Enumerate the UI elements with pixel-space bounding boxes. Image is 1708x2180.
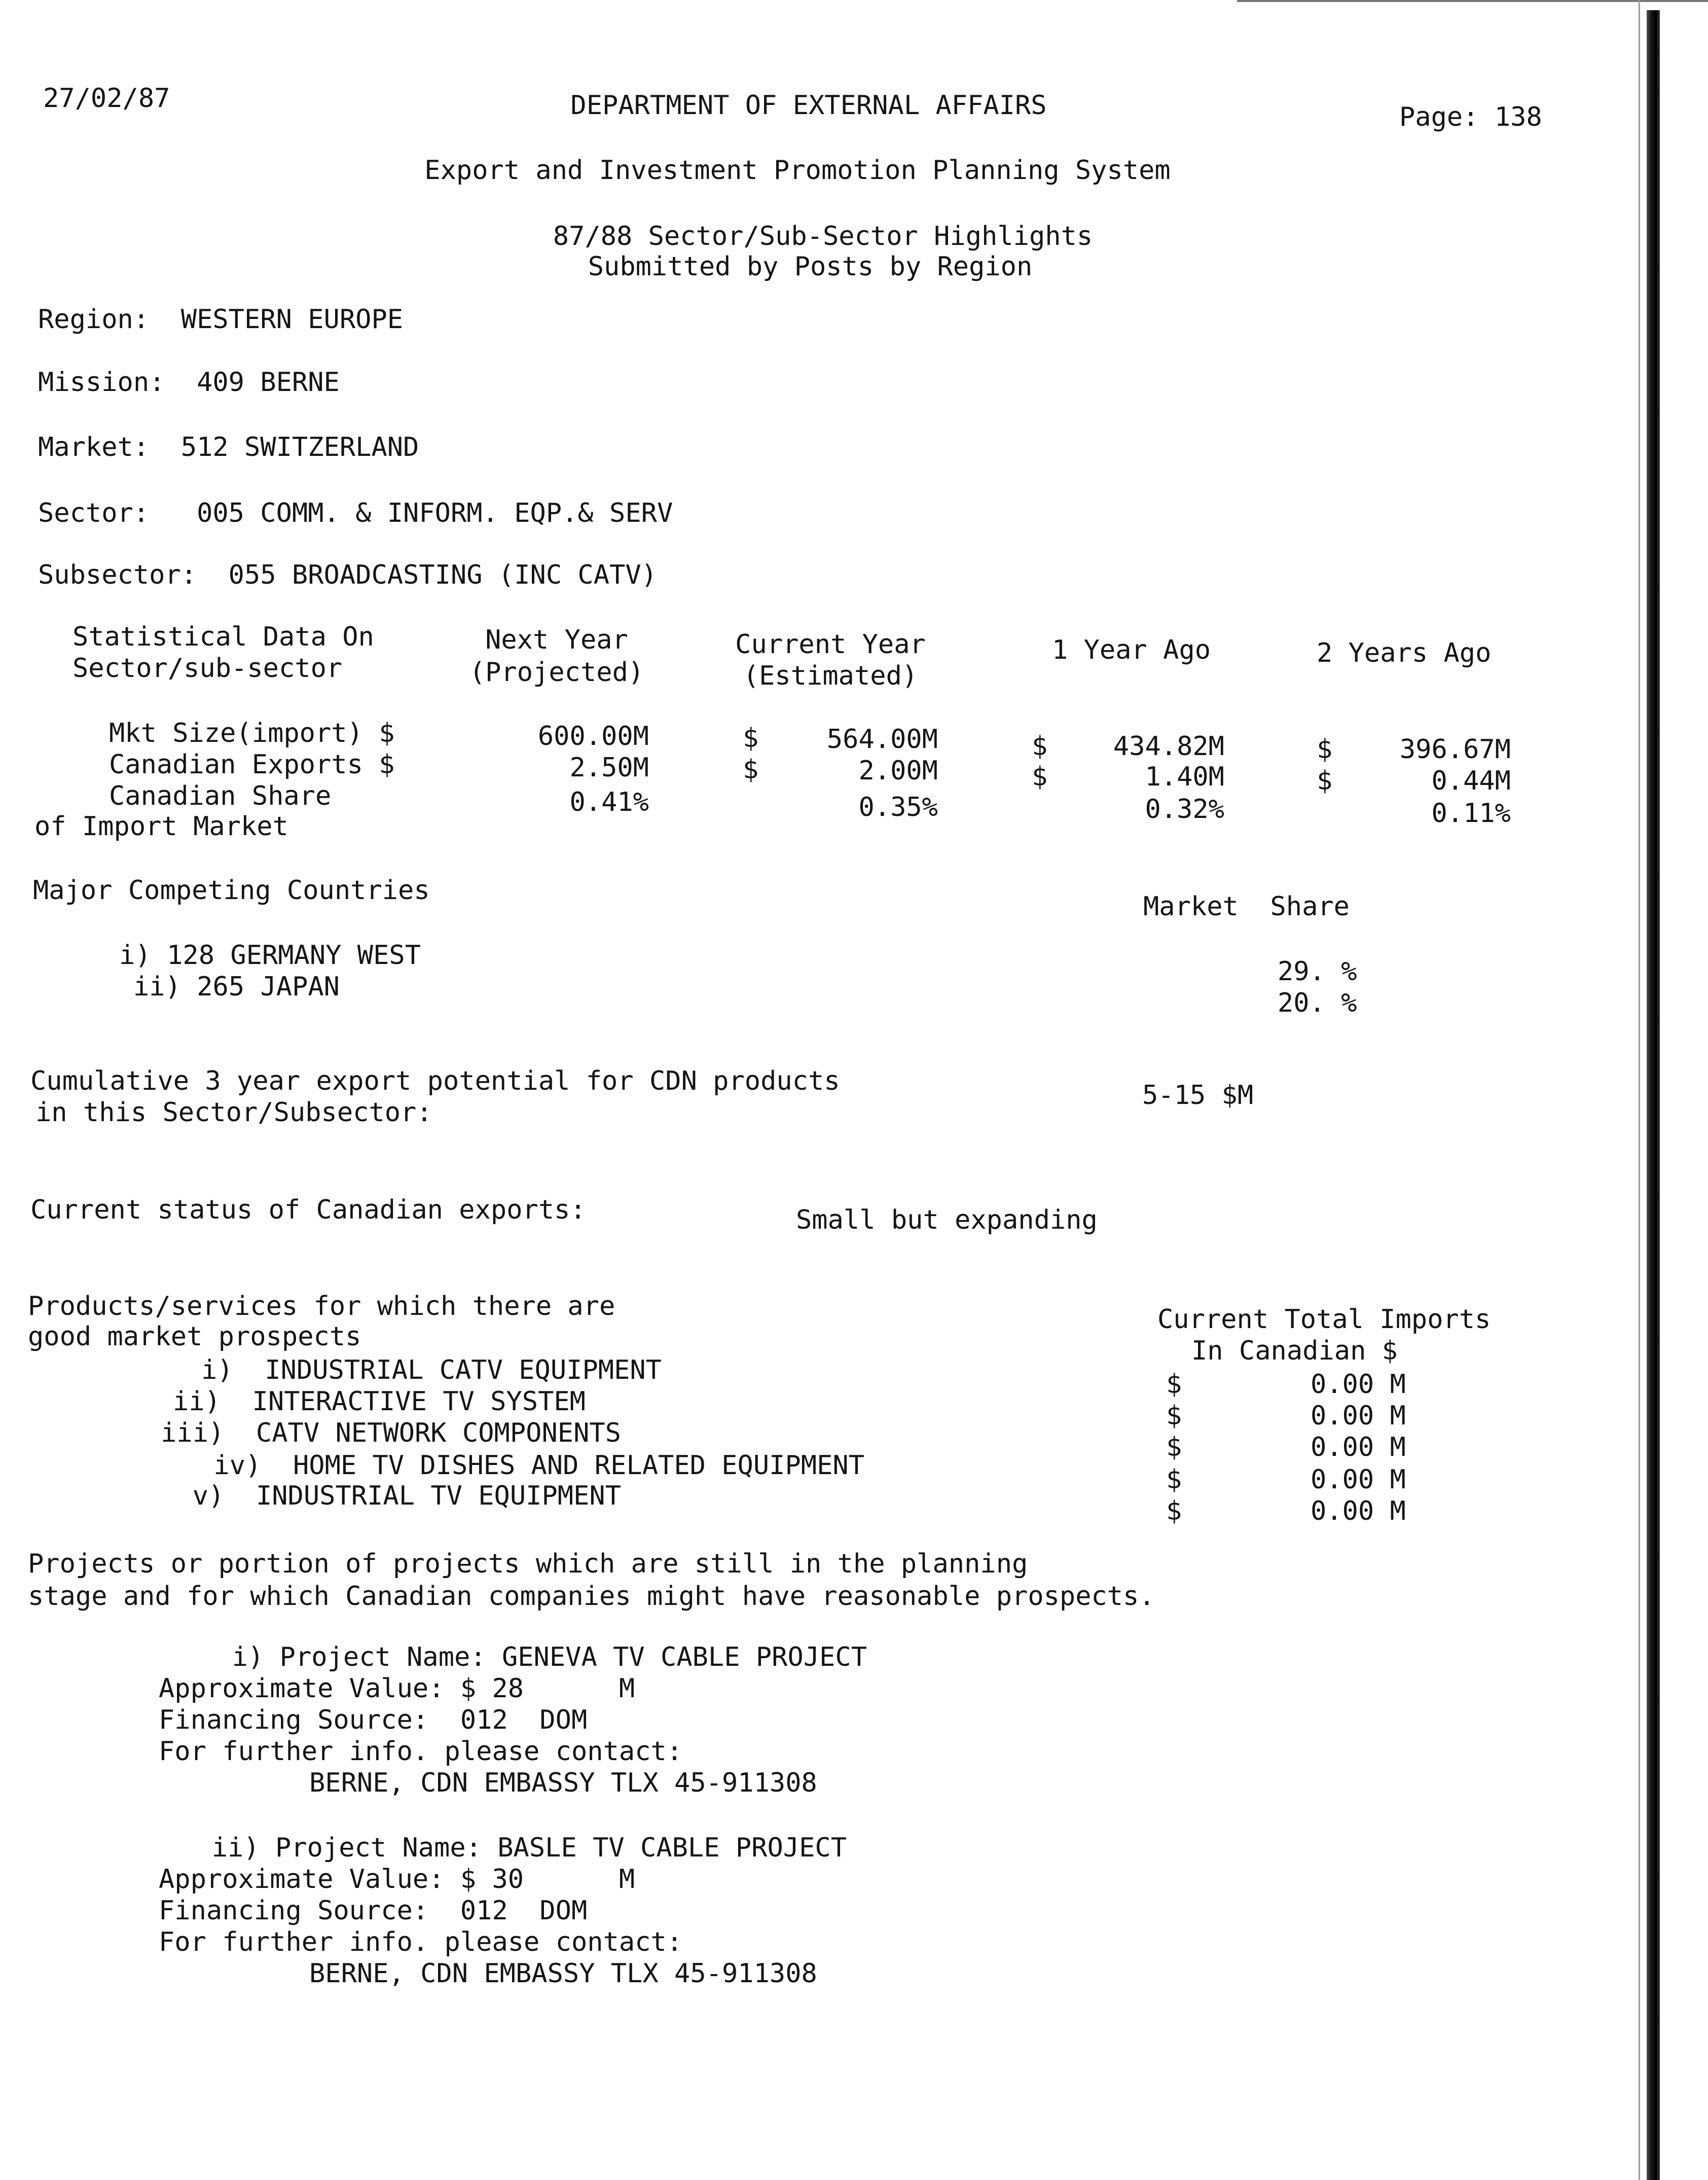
row-canadian-share-label-2: of Import Market	[34, 811, 288, 842]
project-contact: BERNE, CDN EMBASSY TLX 45-911308	[309, 1958, 817, 1989]
mission-line: Mission: 409 BERNE	[38, 367, 340, 398]
share-1-year-ago: 0.32%	[1145, 794, 1224, 825]
currency-sign: $	[1317, 734, 1333, 765]
page-number: Page: 138	[1399, 102, 1542, 132]
market-share-header: Market Share	[1143, 891, 1350, 922]
product-item: ii) INTERACTIVE TV SYSTEM	[173, 1386, 586, 1417]
region-line: Region: WESTERN EUROPE	[38, 304, 404, 335]
exports-2-years-ago: 0.44M	[1431, 766, 1511, 796]
competitor-item: i) 128 GERMANY WEST	[119, 940, 421, 971]
product-currency: $	[1166, 1464, 1182, 1495]
product-currency: $	[1166, 1369, 1182, 1400]
competitor-share: 29. %	[1278, 956, 1357, 987]
project-name: i) Project Name: GENEVA TV CABLE PROJECT	[232, 1642, 867, 1672]
row-mkt-size-label: Mkt Size(import) $	[109, 718, 395, 748]
projects-intro-2: stage and for which Canadian companies might have reasonable prospects.	[28, 1581, 1155, 1612]
product-currency: $	[1166, 1432, 1182, 1462]
products-title-2: good market prospects	[28, 1321, 361, 1352]
product-item: i) INDUSTRIAL CATV EQUIPMENT	[201, 1355, 662, 1385]
imports-header: Current Total Imports	[1157, 1304, 1491, 1335]
imports-header-sub: In Canadian $	[1191, 1336, 1398, 1366]
mkt-size-2-years-ago: 396.67M	[1399, 734, 1511, 765]
project-contact-label: For further info. please contact:	[159, 1736, 683, 1767]
products-title: Products/services for which there are	[28, 1291, 615, 1321]
mkt-size-next: 600.00M	[537, 721, 649, 752]
project-contact-label: For further info. please contact:	[159, 1927, 683, 1957]
product-item: iii) CATV NETWORK COMPONENTS	[161, 1418, 621, 1448]
currency-sign: $	[1032, 731, 1048, 762]
project-value: Approximate Value: $ 28 M	[159, 1673, 635, 1704]
stats-header-label-2: Sector/sub-sector	[72, 653, 343, 684]
sector-line: Sector: 005 COMM. & INFORM. EQP.& SERV	[38, 498, 673, 528]
export-potential-value: 5-15 $M	[1142, 1080, 1254, 1111]
scan-binding-edge	[1647, 10, 1660, 2180]
currency-sign: $	[743, 723, 759, 754]
competitors-title: Major Competing Countries	[33, 875, 430, 906]
product-currency: $	[1166, 1496, 1182, 1526]
subsector-line: Subsector: 055 BROADCASTING (INC CATV)	[38, 560, 657, 590]
project-name: ii) Project Name: BASLE TV CABLE PROJECT	[211, 1833, 847, 1863]
project-contact: BERNE, CDN EMBASSY TLX 45-911308	[309, 1768, 817, 1798]
currency-sign: $	[1032, 762, 1048, 792]
exports-1-year-ago: 1.40M	[1145, 762, 1224, 792]
competitor-share: 20. %	[1278, 988, 1357, 1018]
product-import-value: 0.00 M	[1311, 1432, 1406, 1462]
product-item: v) INDUSTRIAL TV EQUIPMENT	[192, 1481, 621, 1511]
product-currency: $	[1166, 1401, 1182, 1431]
department-title: DEPARTMENT OF EXTERNAL AFFAIRS	[570, 90, 1047, 121]
project-financing: Financing Source: 012 DOM	[159, 1705, 588, 1735]
product-import-value: 0.00 M	[1311, 1496, 1406, 1526]
share-2-years-ago: 0.11%	[1431, 798, 1511, 829]
scan-top-edge	[1237, 0, 1708, 2]
project-financing: Financing Source: 012 DOM	[159, 1896, 588, 1926]
currency-sign: $	[1317, 766, 1333, 796]
projects-intro: Projects or portion of projects which are still in the planning	[28, 1549, 1028, 1579]
currency-sign: $	[743, 755, 759, 785]
export-potential-label-2: in this Sector/Subsector:	[35, 1097, 432, 1128]
export-status-value: Small but expanding	[796, 1205, 1098, 1235]
project-value: Approximate Value: $ 30 M	[159, 1864, 635, 1895]
export-potential-label: Cumulative 3 year export potential for CDN products	[30, 1066, 840, 1096]
stats-header-label-1: Statistical Data On	[72, 622, 374, 652]
exports-next: 2.50M	[569, 753, 649, 783]
report-title: 87/88 Sector/Sub-Sector Highlights	[553, 221, 1093, 252]
row-canadian-share-label: Canadian Share	[109, 781, 332, 811]
report-date: 27/02/87	[43, 83, 170, 114]
export-status-label: Current status of Canadian exports:	[30, 1195, 586, 1225]
row-canadian-exports-label: Canadian Exports $	[109, 749, 395, 780]
market-line: Market: 512 SWITZERLAND	[38, 432, 419, 462]
report-subtitle: Submitted by Posts by Region	[588, 252, 1033, 282]
exports-current: 2.00M	[858, 756, 938, 786]
col-1-year-ago: 1 Year Ago	[1052, 635, 1211, 665]
col-current-year: Current Year	[735, 629, 926, 660]
mkt-size-current: 564.00M	[826, 724, 938, 755]
share-next: 0.41%	[569, 787, 649, 817]
col-current-year-sub: (Estimated)	[743, 661, 918, 691]
product-item: iv) HOME TV DISHES AND RELATED EQUIPMENT	[213, 1450, 864, 1481]
col-next-year-sub: (Projected)	[469, 657, 644, 688]
col-2-years-ago: 2 Years Ago	[1317, 638, 1492, 668]
scan-edge-line	[1639, 0, 1640, 2180]
share-current: 0.35%	[858, 792, 938, 823]
product-import-value: 0.00 M	[1311, 1464, 1406, 1495]
system-title: Export and Investment Promotion Planning System	[424, 155, 1171, 186]
col-next-year: Next Year	[485, 625, 628, 655]
product-import-value: 0.00 M	[1311, 1369, 1406, 1400]
competitor-item: ii) 265 JAPAN	[133, 972, 340, 1002]
product-import-value: 0.00 M	[1311, 1401, 1406, 1431]
mkt-size-1-year-ago: 434.82M	[1113, 731, 1224, 762]
